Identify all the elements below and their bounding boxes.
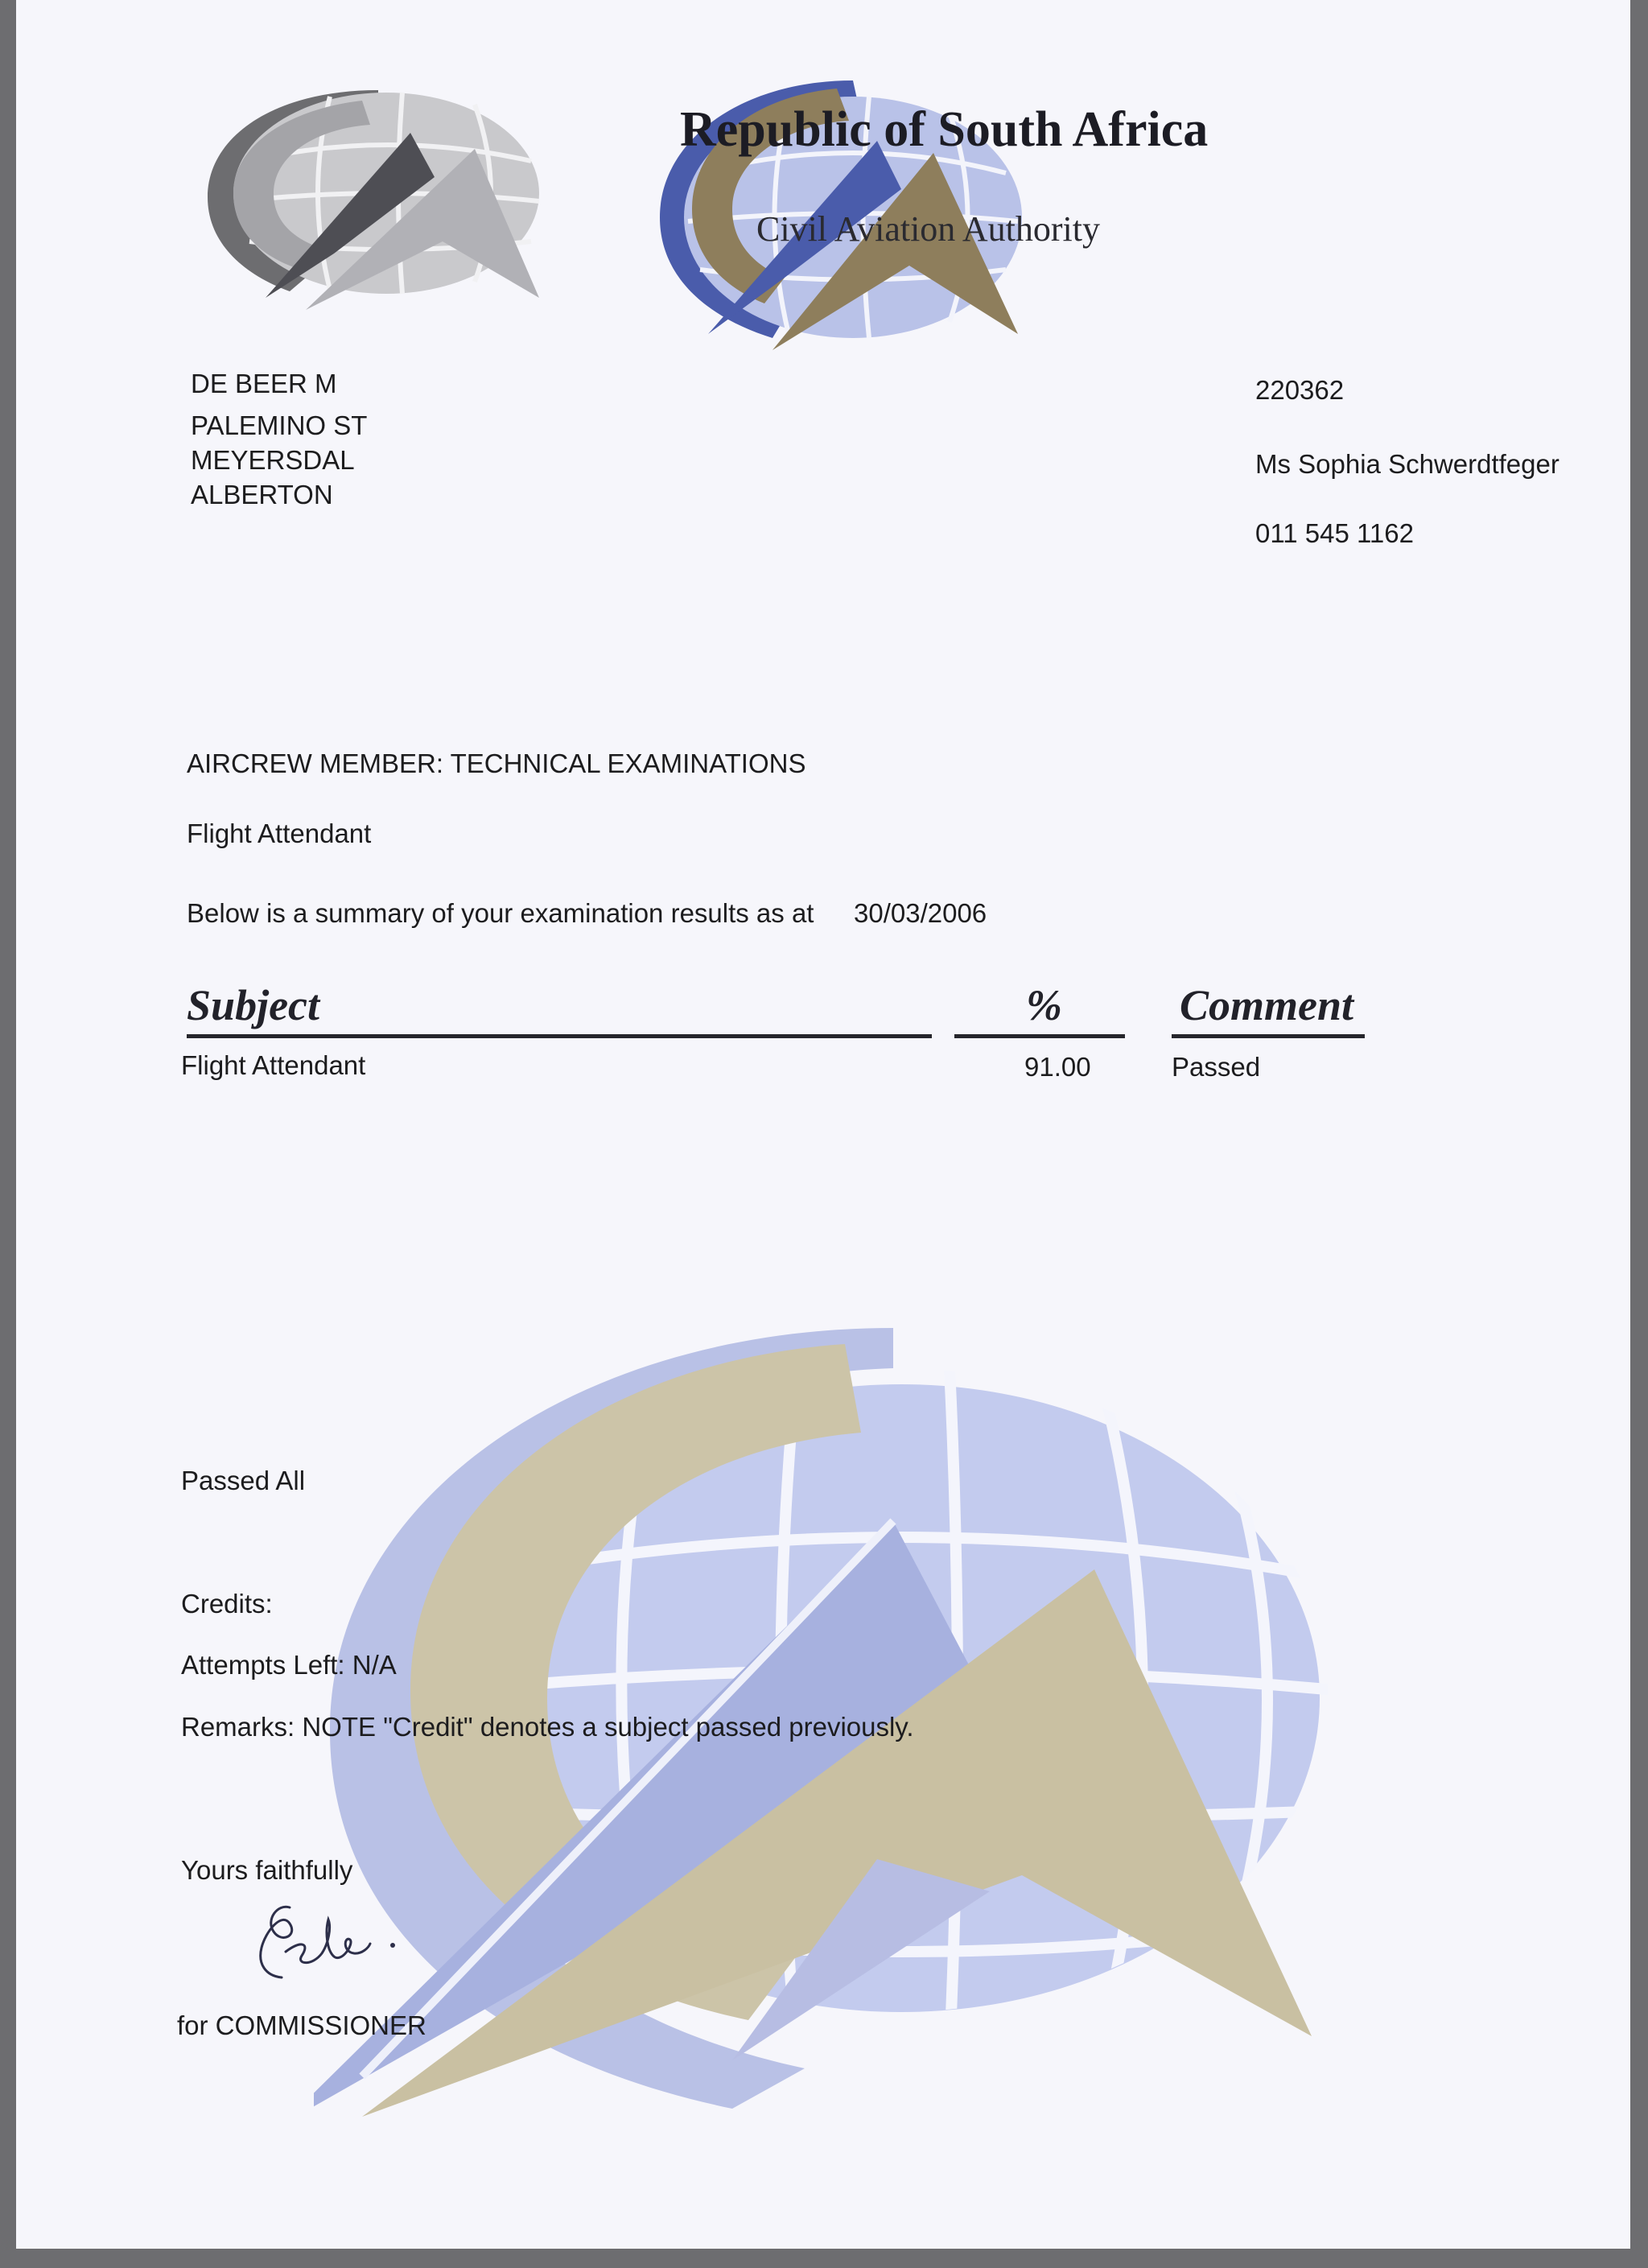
percent-header-rule	[954, 1034, 1125, 1038]
reference-number: 220362	[1255, 375, 1345, 405]
document-page	[16, 0, 1630, 2249]
handwritten-signature-icon	[241, 1887, 418, 1992]
closing-salutation: Yours faithfully	[181, 1855, 353, 1885]
contact-phone: 011 545 1162	[1255, 518, 1414, 548]
signatory-title: for COMMISSIONER	[177, 2010, 426, 2040]
overall-status: Passed All	[181, 1466, 306, 1495]
result-comment: Passed	[1172, 1052, 1261, 1082]
comment-header-rule	[1172, 1034, 1365, 1038]
comment-column-header: Comment	[1180, 981, 1354, 1029]
remarks-note: Remarks: NOTE "Credit" denotes a subject passed previously.	[181, 1712, 914, 1742]
address-line: PALEMINO ST	[191, 410, 368, 440]
credits-label: Credits:	[181, 1589, 273, 1619]
recipient-name: DE BEER M	[191, 369, 337, 398]
attempts-left: Attempts Left: N/A	[181, 1650, 397, 1680]
exam-category: Flight Attendant	[187, 819, 372, 848]
subject-header-rule	[187, 1034, 932, 1038]
result-subject: Flight Attendant	[181, 1050, 366, 1080]
summary-date: 30/03/2006	[854, 898, 987, 928]
result-percent: 91.00	[1024, 1052, 1091, 1082]
address-line: MEYERSDAL	[191, 445, 355, 475]
address-line: ALBERTON	[191, 480, 333, 509]
caa-gray-logo-icon	[201, 80, 555, 314]
document-heading: AIRCREW MEMBER: TECHNICAL EXAMINATIONS	[187, 748, 806, 778]
summary-text: Below is a summary of your examination results as at	[187, 898, 814, 928]
subject-column-header: Subject	[187, 981, 320, 1029]
letterhead-title: Republic of South Africa	[680, 102, 1209, 157]
contact-name: Ms Sophia Schwerdtfeger	[1255, 449, 1559, 479]
percent-column-header: %	[1026, 981, 1062, 1029]
letterhead-subtitle: Civil Aviation Authority	[756, 209, 1100, 249]
